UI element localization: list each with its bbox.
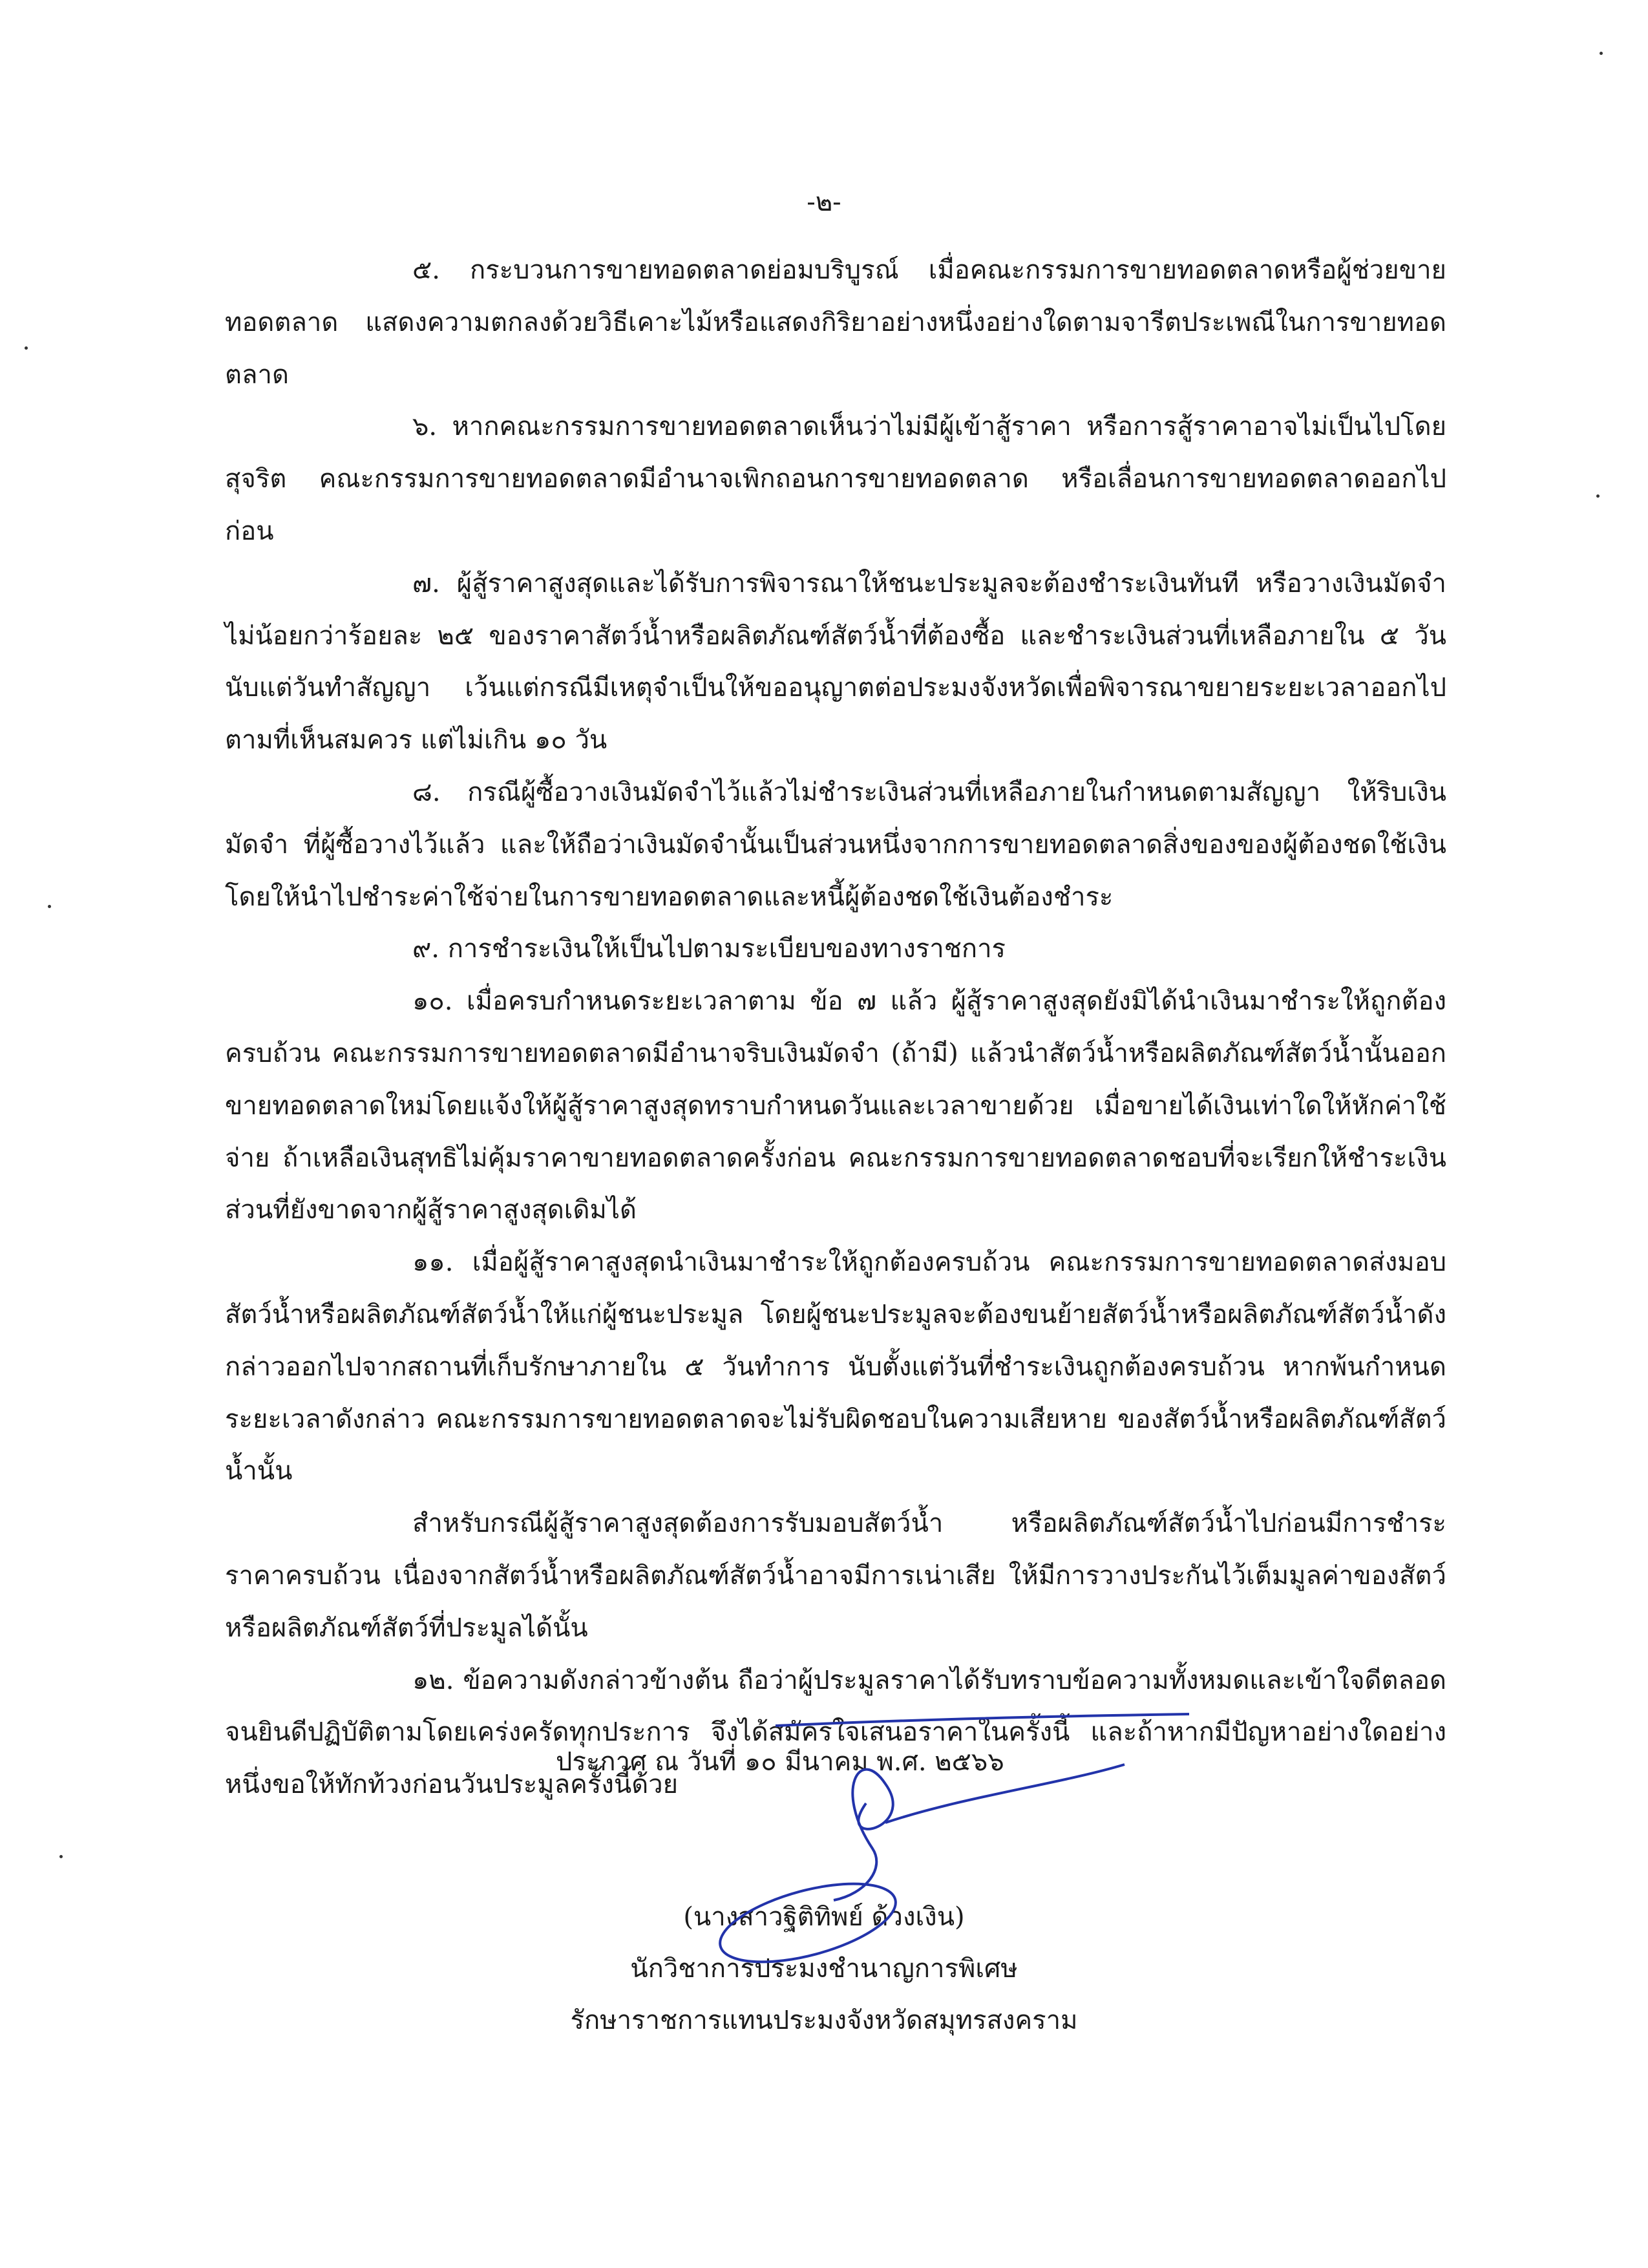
announcement-date: ประกาศ ณ วันที่ ๑๐ มีนาคม พ.ศ. ๒๕๖๖: [556, 1747, 1004, 1777]
paragraph-11-note: สำหรับกรณีผู้สู้ราคาสูงสุดต้องการรับมอบสัตว์น้ำ หรือผลิตภัณฑ์สัตว์น้ำไปก่อนมีการชำระราคาครบถ้วน เนื่องจากสัตว์น้ำหรือผลิตภัณฑ์สัตว์น้ำอาจมีการเน่าเสีย ให้มีการวางประกันไว้เต็มมูลค่าของสัตว์หรือผลิตภัณฑ์สัตว์ที่ประมูลได้นั้น: [225, 1509, 1446, 1643]
paragraph-8: ๘. กรณีผู้ซื้อวางเงินมัดจำไว้แล้วไม่ชำระเงินส่วนที่เหลือภายในกำหนดตามสัญญา ให้ริบเงินมัดจำ ที่ผู้ซื้อวางไว้แล้ว และให้ถือว่าเงินมัดจำนั้นเป็นส่วนหนึ่งจากการขายทอดตลาดสิ่งของของผู้ต้องชดใช้เงินโดยให้นำไปชำระค่าใช้จ่ายในการขายทอดตลาดและหนี้ผู้ต้องชดใช้เงินต้องชำระ: [225, 777, 1446, 912]
signer-acting-title: รักษาราชการแทนประมงจังหวัดสมุทรสงคราม: [570, 2006, 1078, 2035]
paragraph-6: ๖. หากคณะกรรมการขายทอดตลาดเห็นว่าไม่มีผู้เข้าสู้ราคา หรือการสู้ราคาอาจไม่เป็นไปโดยสุจริต คณะกรรมการขายทอดตลาดมีอำนาจเพิกถอนการขายทอดตลาด หรือเลื่อนการขายทอดตลาดออกไปก่อน: [225, 412, 1446, 546]
signer-position: นักวิชาการประมงชำนาญการพิเศษ: [630, 1954, 1018, 1984]
paragraph-7: ๗. ผู้สู้ราคาสูงสุดและได้รับการพิจารณาให้ชนะประมูลจะต้องชำระเงินทันที หรือวางเงินมัดจำไม่น้อยกว่าร้อยละ ๒๕ ของราคาสัตว์น้ำหรือผลิตภัณฑ์สัตว์น้ำที่ต้องซื้อ และชำระเงินส่วนที่เหลือภายใน ๕ วัน นับแต่วันทำสัญญา เว้นแต่กรณีมีเหตุจำเป็นให้ขออนุญาตต่อประมงจังหวัดเพื่อพิจารณาขยายระยะเวลาออกไปตามที่เห็นสมควร แต่ไม่เกิน ๑๐ วัน: [225, 568, 1446, 756]
paragraph-11: ๑๑. เมื่อผู้สู้ราคาสูงสุดนำเงินมาชำระให้ถูกต้องครบถ้วน คณะกรรมการขายทอดตลาดส่งมอบสัตว์น้ำหรือผลิตภัณฑ์สัตว์น้ำให้แก่ผู้ชนะประมูล โดยผู้ชนะประมูลจะต้องขนย้ายสัตว์น้ำหรือผลิตภัณฑ์สัตว์น้ำดังกล่าวออกไปจากสถานที่เก็บรักษาภายใน ๕ วันทำการ นับตั้งแต่วันที่ชำระเงินถูกต้องครบถ้วน หากพ้นกำหนดระยะเวลาดังกล่าว คณะกรรมการขายทอดตลาดจะไม่รับผิดชอบในความเสียหาย ของสัตว์น้ำหรือผลิตภัณฑ์สัตว์น้ำนั้น: [225, 1247, 1446, 1487]
signer-name: (นางสาวฐิติทิพย์ ด้วงเงิน): [683, 1902, 965, 1932]
paragraph-5: ๕. กระบวนการขายทอดตลาดย่อมบริบูรณ์ เมื่อคณะกรรมการขายทอดตลาดหรือผู้ช่วยขายทอดตลาด แสดงความตกลงด้วยวิธีเคาะไม้หรือแสดงกิริยาอย่างหนึ่งอย่างใดตามจารีตประเพณีในการขายทอดตลาด: [225, 255, 1446, 390]
document-body: [225, 244, 1446, 1811]
paragraph-10: ๑๐. เมื่อครบกำหนดระยะเวลาตาม ข้อ ๗ แล้ว ผู้สู้ราคาสูงสุดยังมิได้นำเงินมาชำระให้ถูกต้องครบถ้วน คณะกรรมการขายทอดตลาดมีอำนาจริบเงินมัดจำ (ถ้ามี) แล้วนำสัตว์น้ำหรือผลิตภัณฑ์สัตว์น้ำนั้นออกขายทอดตลาดใหม่โดยแจ้งให้ผู้สู้ราคาสูงสุดทราบกำหนดวันและเวลาขายด้วย เมื่อขายได้เงินเท่าใดให้หักค่าใช้จ่าย ถ้าเหลือเงินสุทธิไม่คุ้มราคาขายทอดตลาดครั้งก่อน คณะกรรมการขายทอดตลาดชอบที่จะเรียกให้ชำระเงินส่วนที่ยังขาดจากผู้สู้ราคาสูงสุดเดิมได้: [225, 986, 1446, 1225]
page-number: -๒-: [807, 187, 841, 217]
paragraph-12: ๑๒. ข้อความดังกล่าวข้างต้น ถือว่าผู้ประมูลราคาได้รับทราบข้อความทั้งหมดและเข้าใจดีตลอดจนยินดีปฏิบัติตามโดยเคร่งครัดทุกประการ จึงได้สมัครใจเสนอราคาในครั้งนี้ และถ้าหากมีปัญหาอย่างใดอย่างหนึ่งขอให้ทักท้วงก่อนวันประมูลครั้งนี้ด้วย: [225, 1665, 1446, 1800]
paragraph-9: ๙. การชำระเงินให้เป็นไปตามระเบียบของทางราชการ: [412, 934, 1006, 964]
handwritten-signature: [672, 1706, 1215, 1965]
